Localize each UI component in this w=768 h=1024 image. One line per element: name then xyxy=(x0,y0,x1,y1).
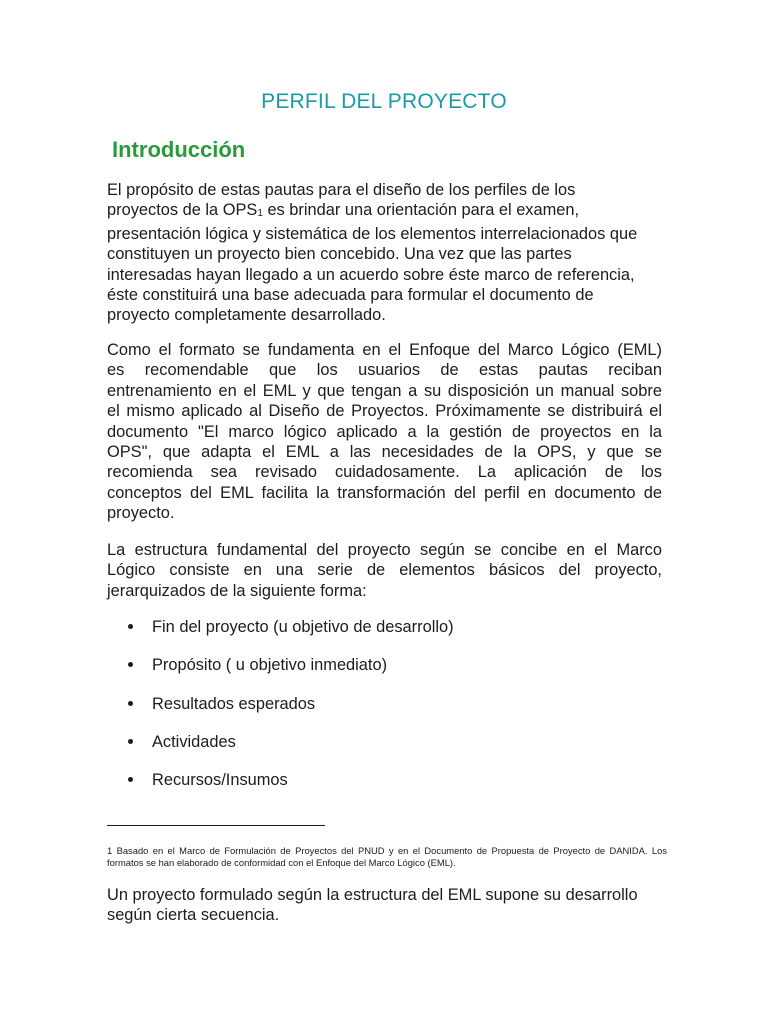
text-fragment: proyectos de la OPS xyxy=(107,201,258,220)
text-line: El propósito de estas pautas para el diseño de los perfiles de los xyxy=(107,181,576,199)
paragraph-intro xyxy=(107,180,662,326)
list-item-label: Actividades xyxy=(152,732,236,751)
text-line: presentación lógica y sistemática de los elementos interrelacionados que xyxy=(107,224,638,243)
text-line: proyecto completamente desarrollado. xyxy=(107,306,386,325)
text-line: Un proyecto formulado según la estructura del EML supone su desarrollo xyxy=(107,886,638,904)
text-fragment: es brindar una orientación para el examen, xyxy=(262,201,580,220)
bullet-icon xyxy=(128,701,133,706)
footnote-line: 1 Basado en el Marco de Formulación de Proyectos del PNUD y en el Documento de Propuesta de Proyecto de DANIDA. Los xyxy=(107,845,667,856)
page-title: PERFIL DEL PROYECTO xyxy=(261,90,507,113)
bullet-icon xyxy=(128,739,133,744)
bullet-icon xyxy=(128,624,133,629)
list-item xyxy=(107,617,454,655)
footnote xyxy=(107,845,667,869)
footnote-separator xyxy=(107,825,325,826)
list-item xyxy=(107,694,454,732)
footnote-reference: 1 xyxy=(257,208,263,220)
text-line: jerarquizados de la siguiente forma: xyxy=(107,581,367,600)
text-line: es recomendable que los usuarios de estas pautas reciban xyxy=(107,361,662,380)
text-line: constituyen un proyecto bien concebido. Una vez que las partes xyxy=(107,245,572,264)
list-item-label: Resultados esperados xyxy=(152,694,316,713)
text-line: Lógico consiste en una serie de elementos básicos del proyecto, xyxy=(107,561,662,580)
text-line: OPS", que adapta el EML a las necesidades de la OPS, y que se xyxy=(107,443,662,462)
text-line: proyecto. xyxy=(107,504,175,523)
text-line: conceptos del EML facilita la transformación del perfil en documento de xyxy=(107,483,662,502)
text-line: recomienda sea revisado cuidadosamente. La aplicación de los xyxy=(107,463,662,482)
bullet-icon xyxy=(128,662,133,667)
paragraph-eml xyxy=(107,340,662,524)
list-item-label: Fin del proyecto (u objetivo de desarrollo) xyxy=(152,618,454,636)
text-line: Como el formato se fundamenta en el Enfoque del Marco Lógico (EML) xyxy=(107,341,662,359)
list-item-label: Propósito ( u objetivo inmediato) xyxy=(152,656,388,675)
list-item xyxy=(107,770,454,808)
text-line: según cierta secuencia. xyxy=(107,906,280,925)
list-item-label: Recursos/Insumos xyxy=(152,771,288,790)
paragraph-sequence xyxy=(107,885,662,926)
text-line: entrenamiento en el EML y que tengan a su disposición un manual sobre xyxy=(107,381,662,400)
text-line: La estructura fundamental del proyecto según se concibe en el Marco xyxy=(107,541,662,559)
section-heading: Introducción xyxy=(112,137,246,162)
list-item xyxy=(107,732,454,770)
text-line: interesadas hayan llegado a un acuerdo sobre éste marco de referencia, xyxy=(107,265,635,284)
text-line: el mismo aplicado al Diseño de Proyectos. Próximamente se distribuirá el xyxy=(107,402,662,421)
paragraph-structure xyxy=(107,540,662,601)
text-line xyxy=(107,200,662,223)
list-item xyxy=(107,655,454,693)
text-line: éste constituirá una base adecuada para formular el documento de xyxy=(107,286,594,305)
footnote-line: formatos se han elaborado de conformidad con el Enfoque del Marco Lógico (EML). xyxy=(107,857,456,868)
text-line: documento "El marco lógico aplicado a la gestión de proyectos en la xyxy=(107,422,662,441)
element-list xyxy=(107,617,454,808)
bullet-icon xyxy=(128,777,133,782)
